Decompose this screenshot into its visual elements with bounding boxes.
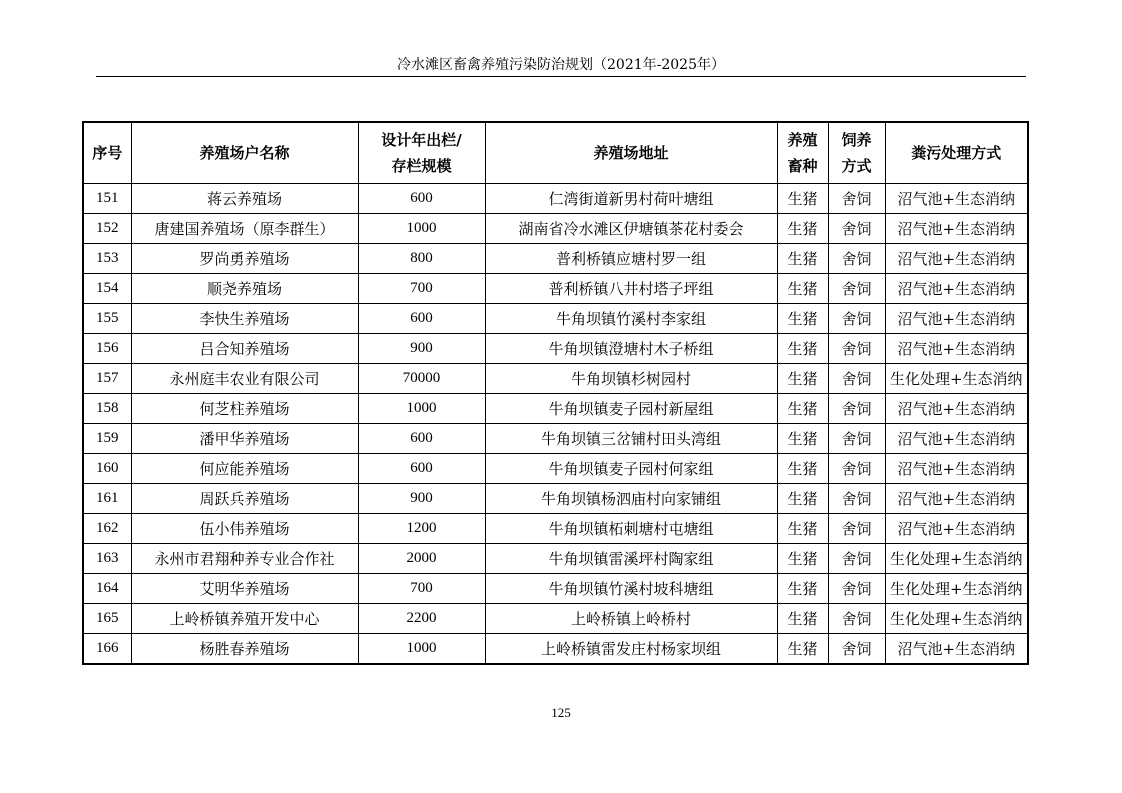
cell-waste-treatment: 沼气池+生态消纳	[885, 424, 1028, 454]
cell-serial-number: 161	[83, 484, 131, 514]
table-row	[83, 394, 1028, 424]
cell-scale: 700	[358, 274, 485, 304]
cell-address: 牛角坝镇竹溪村李家组	[485, 304, 777, 334]
table-row	[83, 364, 1028, 394]
cell-scale: 70000	[358, 364, 485, 394]
table-row	[83, 484, 1028, 514]
cell-species: 生猪	[777, 484, 828, 514]
header-serial-number: 序号	[83, 122, 131, 184]
cell-species: 生猪	[777, 454, 828, 484]
cell-species: 生猪	[777, 604, 828, 634]
cell-species: 生猪	[777, 334, 828, 364]
cell-address: 牛角坝镇三岔铺村田头湾组	[485, 424, 777, 454]
cell-waste-treatment: 生化处理+生态消纳	[885, 574, 1028, 604]
cell-farm-name: 李快生养殖场	[131, 304, 358, 334]
cell-scale: 1200	[358, 514, 485, 544]
header-farm-name: 养殖场户名称	[131, 122, 358, 184]
cell-scale: 900	[358, 334, 485, 364]
cell-scale: 600	[358, 424, 485, 454]
table-row	[83, 454, 1028, 484]
cell-waste-treatment: 沼气池+生态消纳	[885, 454, 1028, 484]
cell-farm-name: 伍小伟养殖场	[131, 514, 358, 544]
cell-species: 生猪	[777, 304, 828, 334]
cell-species: 生猪	[777, 634, 828, 665]
cell-scale: 900	[358, 484, 485, 514]
header-address: 养殖场地址	[485, 122, 777, 184]
cell-waste-treatment: 生化处理+生态消纳	[885, 544, 1028, 574]
table-row	[83, 214, 1028, 244]
cell-serial-number: 151	[83, 184, 131, 214]
cell-address: 牛角坝镇雷溪坪村陶家组	[485, 544, 777, 574]
cell-species: 生猪	[777, 394, 828, 424]
cell-feeding-method: 舍饲	[828, 484, 885, 514]
cell-farm-name: 罗尚勇养殖场	[131, 244, 358, 274]
cell-scale: 800	[358, 244, 485, 274]
cell-waste-treatment: 沼气池+生态消纳	[885, 394, 1028, 424]
cell-address: 牛角坝镇杨泗庙村向家铺组	[485, 484, 777, 514]
cell-scale: 600	[358, 454, 485, 484]
cell-serial-number: 157	[83, 364, 131, 394]
cell-species: 生猪	[777, 514, 828, 544]
cell-serial-number: 165	[83, 604, 131, 634]
header-rule	[96, 76, 1026, 77]
table-row	[83, 334, 1028, 364]
cell-waste-treatment: 生化处理+生态消纳	[885, 364, 1028, 394]
cell-scale: 1000	[358, 214, 485, 244]
cell-species: 生猪	[777, 214, 828, 244]
cell-farm-name: 蒋云养殖场	[131, 184, 358, 214]
header-feeding-line-2: 方式	[841, 157, 872, 175]
cell-species: 生猪	[777, 574, 828, 604]
cell-address: 上岭桥镇雷发庄村杨家坝组	[485, 634, 777, 665]
cell-address: 牛角坝镇柘刺塘村屯塘组	[485, 514, 777, 544]
cell-scale: 1000	[358, 394, 485, 424]
cell-serial-number: 160	[83, 454, 131, 484]
cell-waste-treatment: 沼气池+生态消纳	[885, 304, 1028, 334]
table-row	[83, 514, 1028, 544]
page-number: 125	[551, 705, 571, 720]
cell-feeding-method: 舍饲	[828, 634, 885, 665]
cell-feeding-method: 舍饲	[828, 244, 885, 274]
cell-address: 牛角坝镇麦子园村何家组	[485, 454, 777, 484]
header-species-line-2: 畜种	[787, 157, 818, 175]
cell-serial-number: 158	[83, 394, 131, 424]
cell-species: 生猪	[777, 424, 828, 454]
cell-farm-name: 永州庭丰农业有限公司	[131, 364, 358, 394]
cell-feeding-method: 舍饲	[828, 304, 885, 334]
cell-serial-number: 163	[83, 544, 131, 574]
cell-waste-treatment: 沼气池+生态消纳	[885, 214, 1028, 244]
table-header-row	[83, 122, 1028, 184]
table-row	[83, 184, 1028, 214]
cell-waste-treatment: 沼气池+生态消纳	[885, 274, 1028, 304]
cell-serial-number: 162	[83, 514, 131, 544]
cell-address: 牛角坝镇竹溪村坡科塘组	[485, 574, 777, 604]
cell-farm-name: 周跃兵养殖场	[131, 484, 358, 514]
cell-feeding-method: 舍饲	[828, 184, 885, 214]
header-scale-line-2: 存栏规模	[391, 157, 452, 175]
table-row	[83, 274, 1028, 304]
cell-feeding-method: 舍饲	[828, 514, 885, 544]
cell-feeding-method: 舍饲	[828, 574, 885, 604]
running-header: 冷水滩区畜禽养殖污染防治规划（2021年-2025年）	[397, 57, 725, 73]
cell-serial-number: 166	[83, 634, 131, 665]
cell-address: 牛角坝镇麦子园村新屋组	[485, 394, 777, 424]
cell-address: 普利桥镇应塘村罗一组	[485, 244, 777, 274]
cell-farm-name: 顺尧养殖场	[131, 274, 358, 304]
table-row	[83, 424, 1028, 454]
cell-address: 普利桥镇八井村塔子坪组	[485, 274, 777, 304]
table-body	[83, 184, 1028, 665]
cell-feeding-method: 舍饲	[828, 604, 885, 634]
cell-scale: 600	[358, 304, 485, 334]
cell-scale: 2000	[358, 544, 485, 574]
table-row	[83, 634, 1028, 665]
cell-feeding-method: 舍饲	[828, 274, 885, 304]
header-feeding-line-1: 饲养	[841, 131, 872, 149]
header-feeding-method	[828, 122, 885, 184]
cell-species: 生猪	[777, 274, 828, 304]
cell-farm-name: 唐建国养殖场（原李群生）	[131, 214, 358, 244]
cell-waste-treatment: 沼气池+生态消纳	[885, 484, 1028, 514]
cell-waste-treatment: 沼气池+生态消纳	[885, 634, 1028, 665]
cell-waste-treatment: 沼气池+生态消纳	[885, 244, 1028, 274]
cell-address: 牛角坝镇杉树园村	[485, 364, 777, 394]
header-scale-line-1: 设计年出栏/	[381, 131, 462, 149]
header-waste-treatment: 粪污处理方式	[885, 122, 1028, 184]
livestock-farm-table	[82, 121, 1029, 665]
cell-waste-treatment: 生化处理+生态消纳	[885, 604, 1028, 634]
cell-species: 生猪	[777, 364, 828, 394]
cell-address: 牛角坝镇澄塘村木子桥组	[485, 334, 777, 364]
cell-serial-number: 155	[83, 304, 131, 334]
cell-species: 生猪	[777, 184, 828, 214]
cell-farm-name: 吕合知养殖场	[131, 334, 358, 364]
cell-serial-number: 152	[83, 214, 131, 244]
cell-species: 生猪	[777, 244, 828, 274]
cell-address: 上岭桥镇上岭桥村	[485, 604, 777, 634]
cell-serial-number: 153	[83, 244, 131, 274]
cell-feeding-method: 舍饲	[828, 394, 885, 424]
header-species	[777, 122, 828, 184]
cell-feeding-method: 舍饲	[828, 214, 885, 244]
cell-serial-number: 164	[83, 574, 131, 604]
cell-waste-treatment: 沼气池+生态消纳	[885, 514, 1028, 544]
cell-farm-name: 何应能养殖场	[131, 454, 358, 484]
cell-serial-number: 159	[83, 424, 131, 454]
cell-farm-name: 永州市君翔种养专业合作社	[131, 544, 358, 574]
cell-species: 生猪	[777, 544, 828, 574]
table-row	[83, 604, 1028, 634]
cell-farm-name: 何芝柱养殖场	[131, 394, 358, 424]
cell-scale: 2200	[358, 604, 485, 634]
cell-serial-number: 154	[83, 274, 131, 304]
cell-waste-treatment: 沼气池+生态消纳	[885, 334, 1028, 364]
table-row	[83, 544, 1028, 574]
table-row	[83, 304, 1028, 334]
cell-farm-name: 杨胜春养殖场	[131, 634, 358, 665]
table-row	[83, 244, 1028, 274]
cell-feeding-method: 舍饲	[828, 544, 885, 574]
cell-feeding-method: 舍饲	[828, 364, 885, 394]
cell-address: 湖南省冷水滩区伊塘镇茶花村委会	[485, 214, 777, 244]
cell-feeding-method: 舍饲	[828, 334, 885, 364]
cell-scale: 700	[358, 574, 485, 604]
cell-farm-name: 上岭桥镇养殖开发中心	[131, 604, 358, 634]
table-row	[83, 574, 1028, 604]
cell-farm-name: 潘甲华养殖场	[131, 424, 358, 454]
cell-waste-treatment: 沼气池+生态消纳	[885, 184, 1028, 214]
cell-address: 仁湾街道新男村荷叶塘组	[485, 184, 777, 214]
header-species-line-1: 养殖	[787, 131, 818, 149]
header-scale	[358, 122, 485, 184]
cell-serial-number: 156	[83, 334, 131, 364]
cell-feeding-method: 舍饲	[828, 424, 885, 454]
cell-farm-name: 艾明华养殖场	[131, 574, 358, 604]
cell-scale: 600	[358, 184, 485, 214]
cell-scale: 1000	[358, 634, 485, 665]
cell-feeding-method: 舍饲	[828, 454, 885, 484]
